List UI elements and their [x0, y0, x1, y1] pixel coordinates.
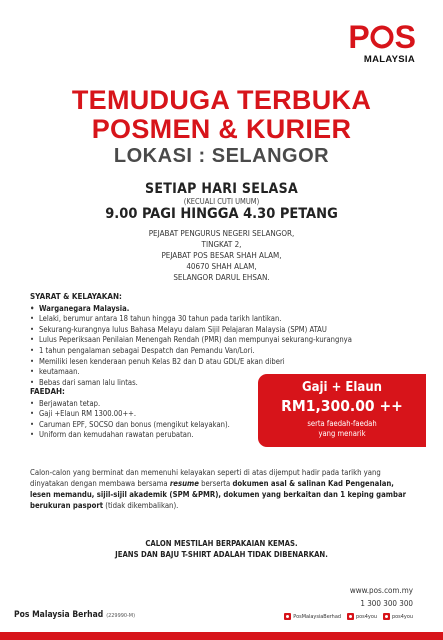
twitter-icon [347, 613, 354, 620]
dress-code-note: CALON MESTILAH BERPAKAIAN KEMAS. [145, 539, 298, 548]
footer-company [14, 610, 135, 620]
social-handle: PosMalaysiaBerhad [293, 613, 341, 620]
requirement-continuation: keutamaan. [39, 367, 80, 377]
address-line: 40670 SHAH ALAM, [186, 262, 257, 271]
company-registration: (229990-M) [106, 613, 136, 619]
requirement-item: • Memiliki lesen kenderaan penuh Kelas B2 dan D atau GDL/E akan diberi [30, 357, 390, 368]
instructions-text: (tidak dikembalikan). [103, 501, 179, 510]
social-handle: pos4you [392, 613, 413, 620]
venue-address [0, 228, 443, 283]
instagram-link[interactable] [383, 613, 413, 620]
footer-accent-bar [0, 632, 443, 640]
address-line: SELANGOR DARUL EHSAN. [173, 273, 270, 282]
instructions-documents: dokumen asal & salinan Kad Pengenalan, lesen memandu, sijil-sijil akademik (SPM &PMR), dokumen yang berkaitan dan 1 keping gambar berukuran pasport [30, 479, 407, 510]
salary-note-line1: serta faedah-faedah [307, 419, 377, 428]
salary-badge [258, 374, 426, 447]
benefit-item: • Uniform dan kemudahan rawatan perubatan. [30, 430, 390, 441]
twitter-link[interactable] [347, 613, 377, 620]
requirement-item: • Sekurang-kurangnya lulus Bahasa Melayu dalam Sijil Pelajaran Malaysia (SPM) ATAU [30, 325, 390, 336]
salary-badge-title: Gaji + Elaun [258, 374, 426, 397]
benefit-item: • Caruman EPF, SOCSO dan bonus (mengikut kelayakan). [30, 420, 390, 431]
social-links [284, 613, 413, 620]
requirement-continuation: 1 tahun pengalaman sebagai Despatch dan Pemandu Van/Lori. [39, 345, 255, 355]
requirements-title: SYARAT & KELAYAKAN: [30, 292, 122, 301]
instagram-icon [383, 613, 390, 620]
salary-amount: RM1,300.00 ++ [258, 397, 426, 417]
dress-code-restriction: JEANS DAN BAJU T-SHIRT ADALAH TIDAK DIBENARKAN. [115, 550, 328, 559]
requirement-item-continued [30, 346, 390, 357]
facebook-link[interactable] [284, 613, 341, 620]
requirement-item: • Lelaki, berumur antara 18 tahun hingga 30 tahun pada tarikh lantikan. [30, 314, 390, 325]
instructions-text: Calon-calon yang berminat dan memenuhi kelayakan seperti di atas dijemput hadir pada tarikh yang dinyatakan dengan membawa bersama [30, 468, 381, 488]
requirement-item: • Bebas dari saman lalu lintas. [30, 378, 390, 389]
company-name: Pos Malaysia Berhad [14, 610, 104, 620]
schedule-exception: (KECUALI CUTI UMUM) [183, 197, 260, 206]
requirement-item: • Warganegara Malaysia. [30, 304, 390, 315]
benefit-item: • Berjawatan tetap. [30, 399, 390, 410]
headline-line2: POSMEN & KURIER [91, 114, 352, 144]
benefit-item: • Gaji +Elaun RM 1300.00++. [30, 409, 390, 420]
instructions-resume: resume [169, 479, 199, 488]
logo-letter-p: P [348, 19, 369, 55]
headline-line1: TEMUDUGA TERBUKA [71, 85, 372, 115]
salary-note [258, 417, 426, 447]
instructions-text: berserta [198, 479, 233, 488]
address-line: TINGKAT 2, [201, 240, 242, 249]
application-instructions [30, 467, 414, 511]
address-line: PEJABAT POS BESAR SHAH ALAM, [161, 251, 282, 260]
benefits-title: FAEDAH: [30, 387, 65, 396]
requirement-item: • Lulus Peperiksaan Penilaian Menengah Rendah (PMR) dan mempunyai sekurang-kurangnya [30, 335, 390, 346]
schedule-time: 9.00 PAGI HINGGA 4.30 PETANG [105, 206, 338, 222]
address-line: PEJABAT PENGURUS NEGERI SELANGOR, [148, 229, 295, 238]
logo-swirl-icon [370, 25, 394, 49]
schedule-day: SETIAP HARI SELASA [144, 181, 299, 197]
pos-malaysia-logo [341, 19, 415, 65]
facebook-icon [284, 613, 291, 620]
location-heading: LOKASI : SELANGOR [113, 145, 330, 167]
phone-number: 1 300 300 300 [360, 599, 413, 608]
logo-letter-s: S [394, 19, 415, 55]
social-handle: pos4you [356, 613, 377, 620]
salary-note-line2: yang menarik [318, 429, 366, 438]
website-link[interactable]: www.pos.com.my [349, 586, 413, 595]
logo-subtitle: MALAYSIA [363, 54, 415, 65]
